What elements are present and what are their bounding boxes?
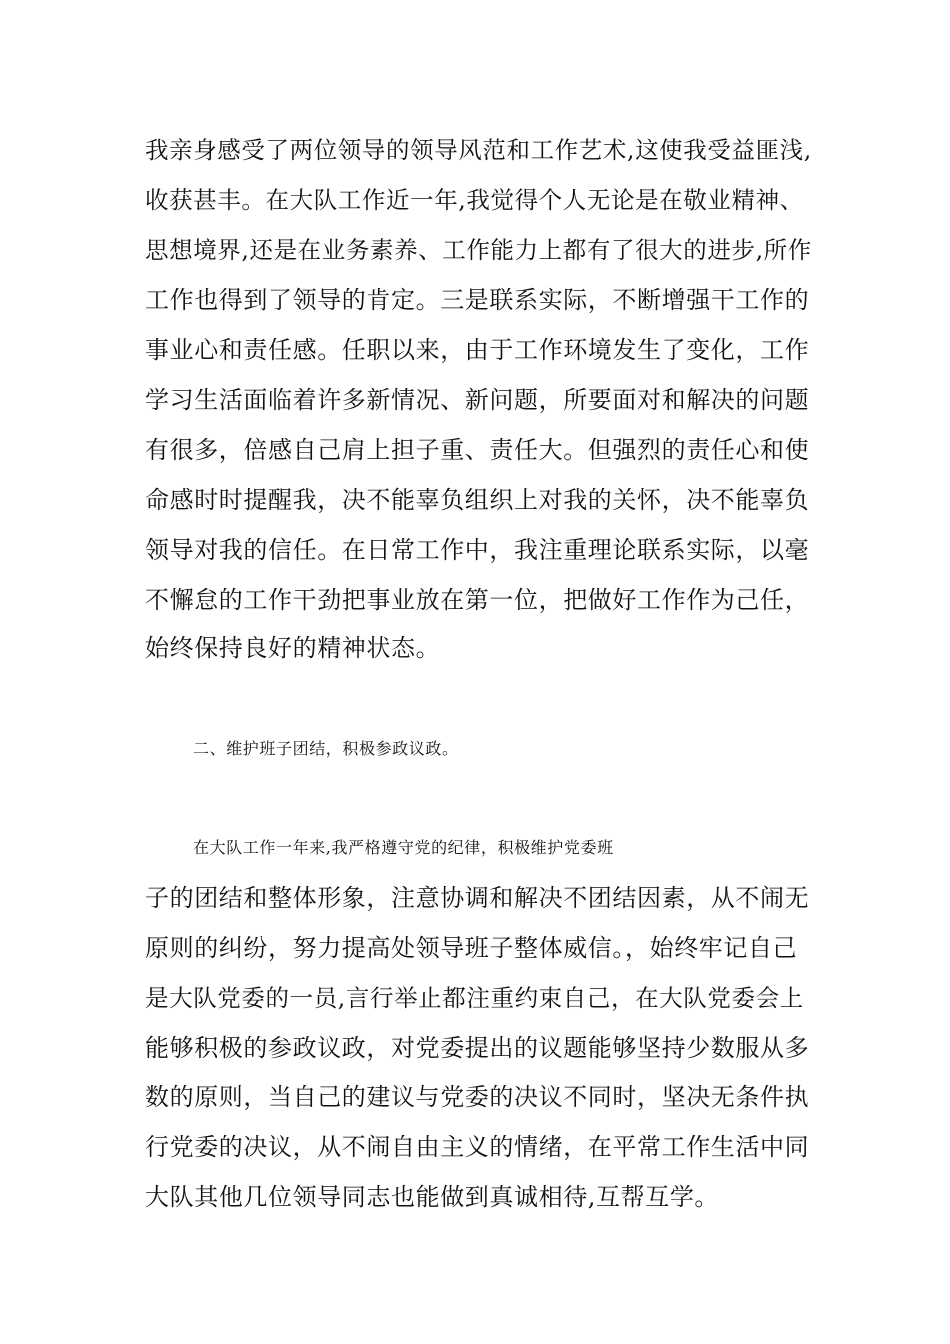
paragraph-1-line-1: 我亲身感受了两位领导的领导风范和工作艺术,这使我受益匪浅, <box>145 136 812 164</box>
paragraph-1-line-5: 事业心和责任感。任职以来，由于工作环境发生了变化，工作 <box>145 336 810 364</box>
paragraph-2-line-3: 原则的纠纷，努力提高处领导班子整体威信。，始终牢记自己 <box>145 934 798 962</box>
paragraph-1-line-3: 思想境界,还是在业务素养、工作能力上都有了很大的进步,所作 <box>145 236 812 264</box>
paragraph-2-line-2: 子的团结和整体形象，注意协调和解决不团结因素，从不闹无 <box>145 884 810 912</box>
paragraph-2-line-1: 在大队工作一年来,我严格遵守党的纪律，积极维护党委班 <box>193 838 614 857</box>
paragraph-1-line-10: 不懈怠的工作干劲把事业放在第一位，把做好工作作为己任， <box>145 586 810 614</box>
paragraph-1-line-8: 命感时时提醒我，决不能辜负组织上对我的关怀，决不能辜负 <box>145 486 810 514</box>
paragraph-1-line-9: 领导对我的信任。在日常工作中，我注重理论联系实际，以毫 <box>145 536 810 564</box>
paragraph-1-line-11: 始终保持良好的精神状态。 <box>145 634 441 662</box>
paragraph-1-line-6: 学习生活面临着许多新情况、新问题，所要面对和解决的问题 <box>145 386 810 414</box>
paragraph-1-line-2: 收获甚丰。在大队工作近一年,我觉得个人无论是在敬业精神、 <box>145 186 804 214</box>
paragraph-1-line-4: 工作也得到了领导的肯定。三是联系实际，不断增强干工作的 <box>145 286 810 314</box>
paragraph-2-line-4: 是大队党委的一员,言行举止都注重约束自己，在大队党委会上 <box>145 984 804 1012</box>
section-heading: 二、维护班子团结，积极参政议政。 <box>193 739 459 758</box>
paragraph-2-line-6: 数的原则，当自己的建议与党委的决议不同时，坚决无条件执 <box>145 1083 810 1111</box>
paragraph-2-line-8: 大队其他几位领导同志也能做到真诚相待,互帮互学。 <box>145 1183 720 1211</box>
paragraph-2-line-7: 行党委的决议，从不闹自由主义的情绪，在平常工作生活中同 <box>145 1133 810 1161</box>
paragraph-1-line-7: 有很多，倍感自己肩上担子重、责任大。但强烈的责任心和使 <box>145 436 810 464</box>
paragraph-2-line-5: 能够积极的参政议政，对党委提出的议题能够坚持少数服从多 <box>145 1034 810 1062</box>
